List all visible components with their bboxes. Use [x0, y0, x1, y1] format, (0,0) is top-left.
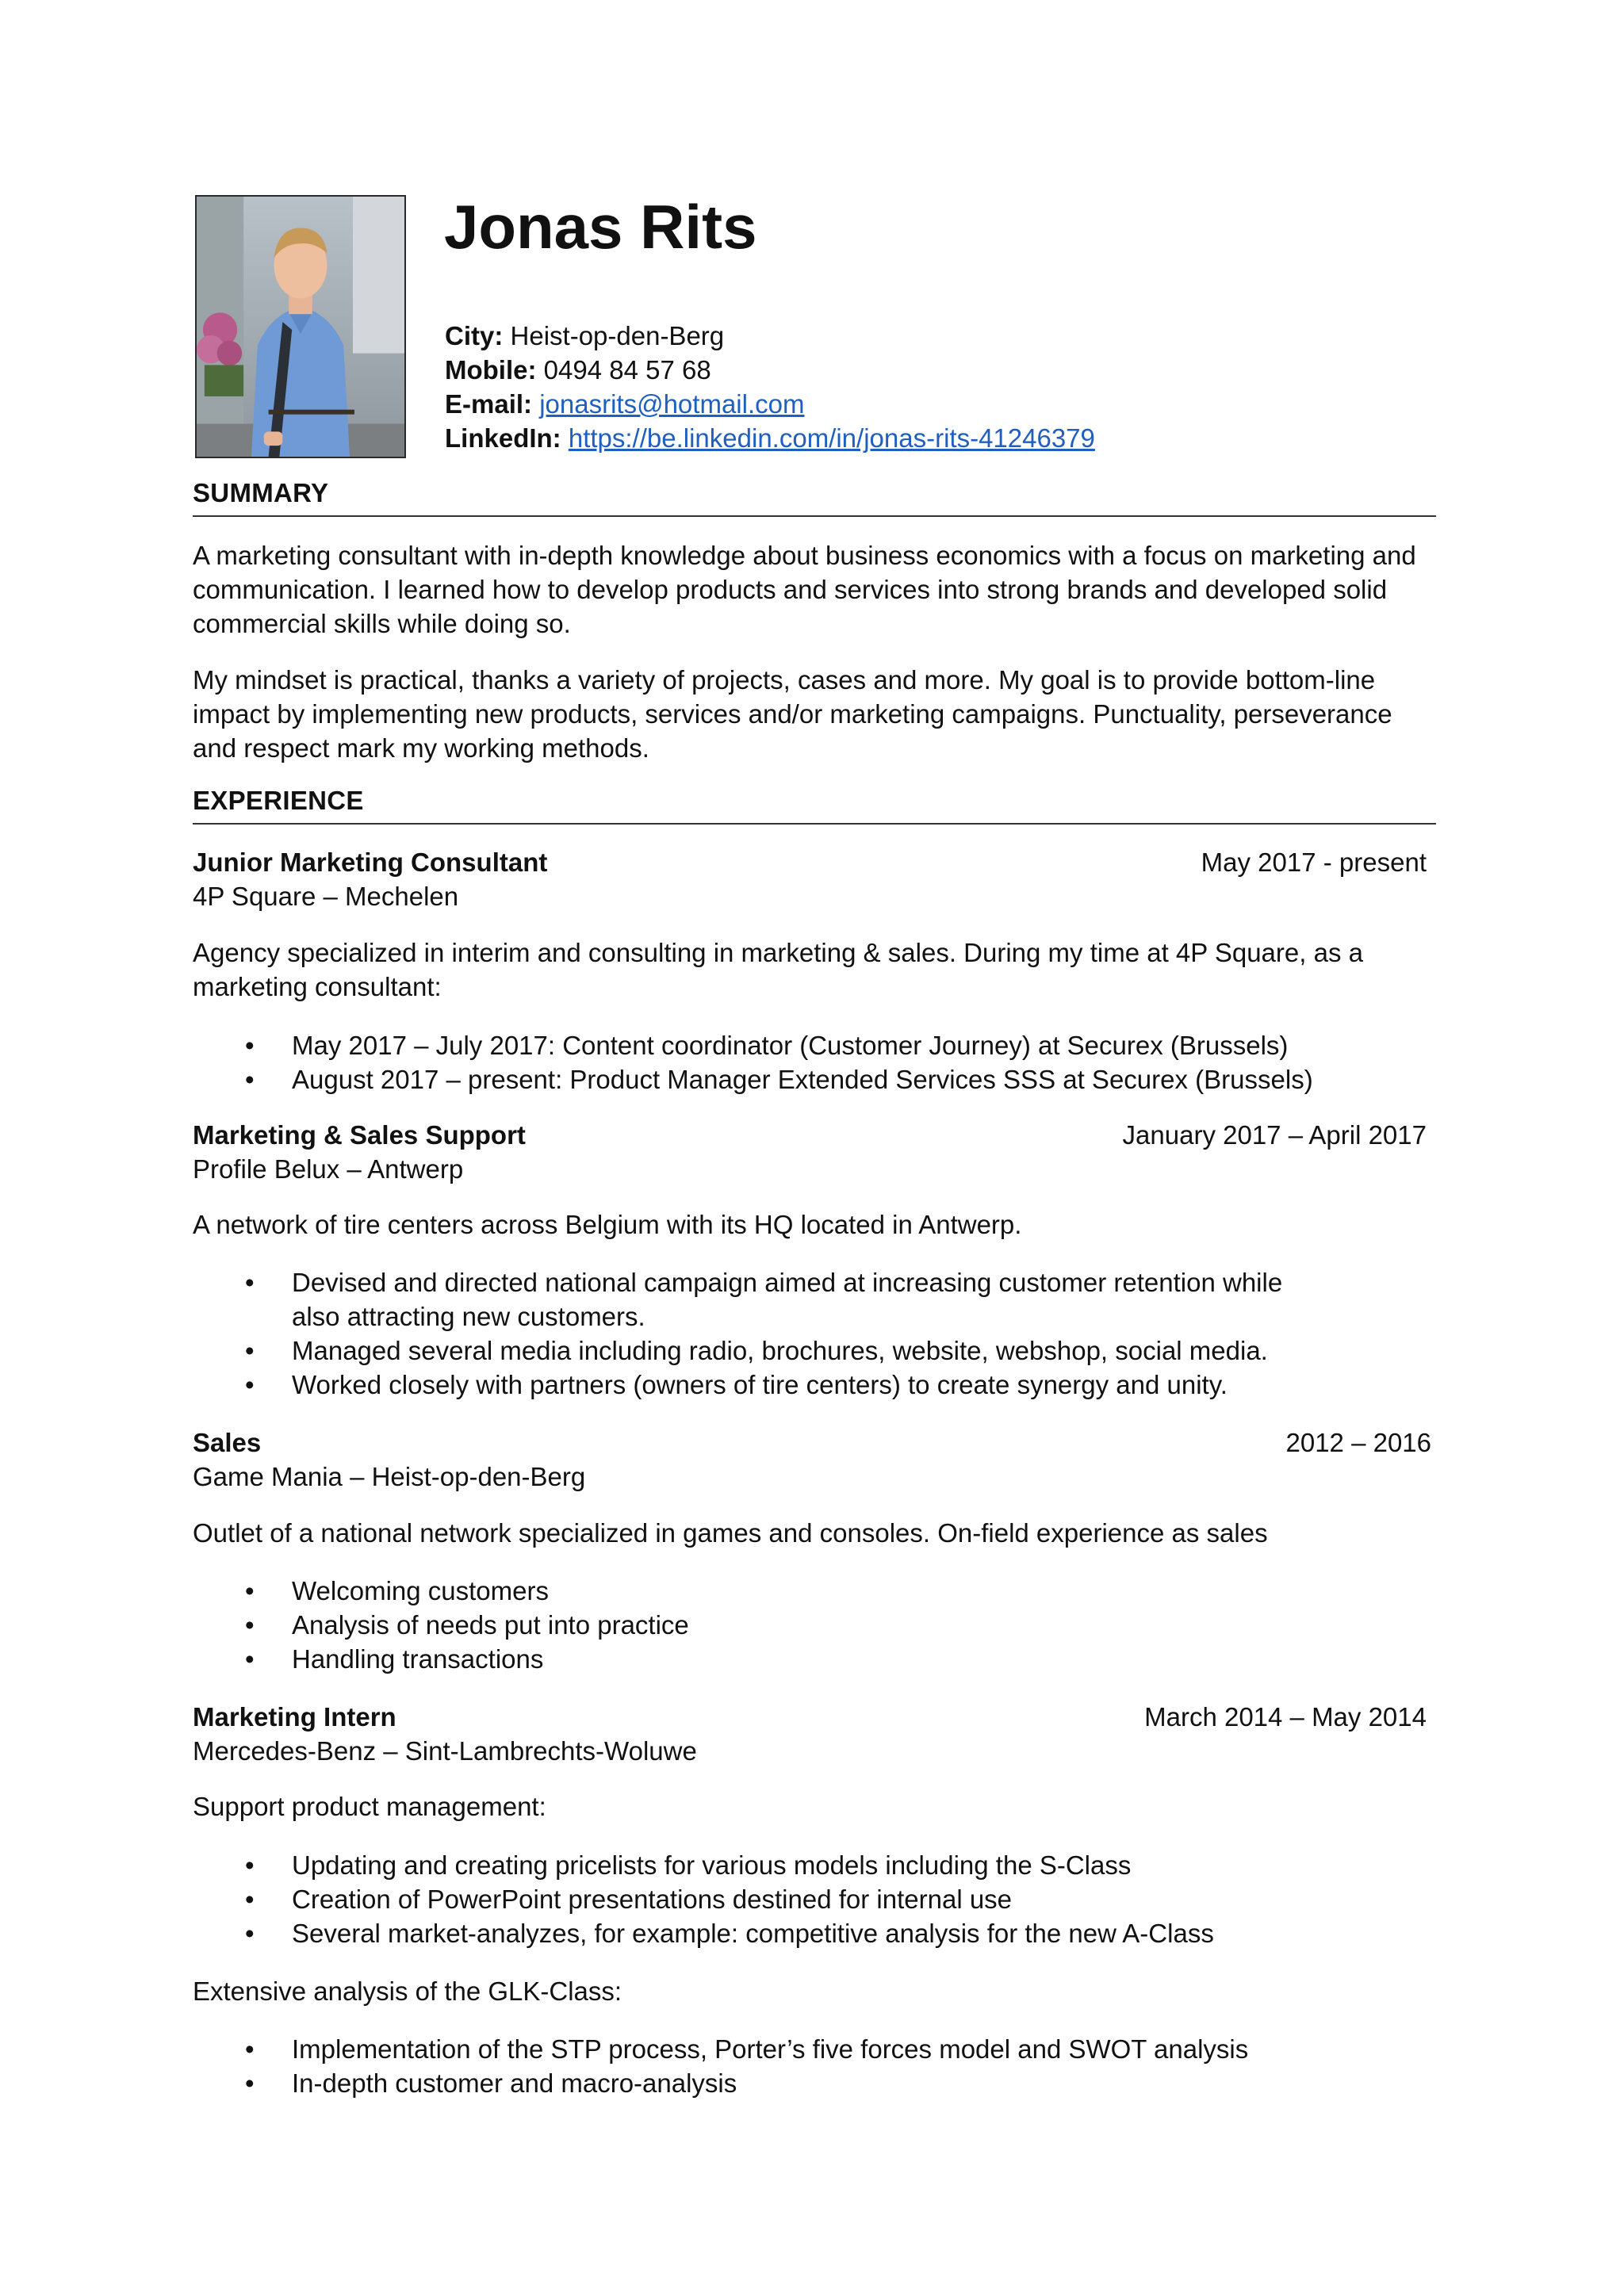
contact-info [445, 319, 1095, 455]
bullet-icon: • [245, 1850, 255, 1880]
list-item [193, 1334, 1438, 1368]
job-company: Game Mania – Heist-op-den-Berg [193, 1462, 586, 1491]
bullet-icon: • [245, 1885, 255, 1914]
bullet-list [193, 1848, 1438, 1950]
job-bullets [193, 2032, 1438, 2100]
list-item-text: Managed several media including radio, brochures, website, webshop, social media. [292, 1336, 1268, 1365]
job-description-text: Extensive analysis of the GLK-Class: [193, 1976, 622, 2006]
job-title: Sales [193, 1428, 262, 1457]
list-item [193, 1028, 1438, 1062]
list-item-text: Welcoming customers [292, 1576, 549, 1605]
bullet-list [193, 1265, 1438, 1402]
mobile-value: 0494 84 57 68 [543, 355, 711, 385]
job-description-text: A network of tire centers across Belgium with its HQ located in Antwerp. [193, 1210, 1022, 1239]
list-item [193, 1642, 1438, 1676]
linkedin-link[interactable]: https://be.linkedin.com/in/jonas-rits-41246379 [568, 423, 1095, 453]
summary-paragraph-2 [193, 663, 1438, 765]
bullet-icon: • [245, 1065, 255, 1094]
summary-paragraph-1 [193, 538, 1438, 641]
list-item-text: Creation of PowerPoint presentations destined for internal use [292, 1885, 1013, 1914]
list-item-text: Implementation of the STP process, Porter’s five forces model and SWOT analysis [292, 2034, 1249, 2064]
job-company: Profile Belux – Antwerp [193, 1154, 464, 1184]
job-header [193, 845, 1427, 879]
job-entry [193, 1425, 1438, 1494]
job-bullets [193, 1848, 1438, 1950]
job-entry [193, 845, 1438, 913]
list-item [193, 1062, 1438, 1096]
email-label: E-mail: [445, 389, 533, 419]
contact-email-row [445, 387, 1095, 421]
contact-mobile-row [445, 353, 1095, 387]
list-item [193, 1848, 1438, 1882]
profile-photo-image [197, 197, 404, 457]
bullet-icon: • [245, 1644, 255, 1674]
bullet-icon: • [245, 1919, 255, 1948]
mobile-label: Mobile: [445, 355, 537, 385]
bullet-icon: • [245, 1370, 255, 1399]
summary-heading: SUMMARY [193, 477, 1436, 517]
city-label: City: [445, 321, 504, 350]
bullet-icon: • [245, 1576, 255, 1605]
job-description [193, 1516, 1438, 1550]
list-item-text: Worked closely with partners (owners of tire centers) to create synergy and unity. [292, 1370, 1228, 1399]
bullet-list [193, 1028, 1438, 1096]
bullet-icon: • [245, 1610, 255, 1640]
job-dates: May 2017 - present [1201, 848, 1427, 877]
job-bullets [193, 1265, 1438, 1402]
contact-city-row [445, 319, 1095, 353]
list-item [193, 2032, 1438, 2066]
list-item-text: In-depth customer and macro-analysis [292, 2068, 737, 2098]
job-title: Marketing Intern [193, 1702, 396, 1732]
bullet-list [193, 1574, 1438, 1676]
job-dates: 2012 – 2016 [1285, 1428, 1431, 1457]
experience-heading: EXPERIENCE [193, 785, 1436, 825]
linkedin-label: LinkedIn: [445, 423, 561, 453]
list-item [193, 1916, 1438, 1950]
bullet-icon: • [245, 2034, 255, 2064]
job-description [193, 1207, 1438, 1242]
bullet-icon: • [245, 1336, 255, 1365]
email-link[interactable]: jonasrits@hotmail.com [539, 389, 805, 419]
list-item-text: May 2017 – July 2017: Content coordinator (Customer Journey) at Securex (Brussels) [292, 1031, 1289, 1060]
job-description-text: Agency specialized in interim and consulting in marketing & sales. During my time at 4P Square, as a marketing consultant: [193, 938, 1363, 1001]
list-item-text: Updating and creating pricelists for various models including the S-Class [292, 1850, 1132, 1880]
city-value: Heist-op-den-Berg [510, 321, 725, 350]
profile-photo [195, 195, 406, 458]
job-header [193, 1425, 1431, 1460]
bullet-icon: • [245, 1031, 255, 1060]
job-company: Mercedes-Benz – Sint-Lambrechts-Woluwe [193, 1736, 697, 1766]
list-item [193, 1574, 1438, 1608]
job-company: 4P Square – Mechelen [193, 882, 459, 911]
list-item [193, 2066, 1438, 2100]
list-item-text: Analysis of needs put into practice [292, 1610, 689, 1640]
job-header [193, 1118, 1427, 1152]
job-description [193, 1789, 1438, 1823]
list-item-text: Handling transactions [292, 1644, 544, 1674]
summary-text: A marketing consultant with in-depth knowledge about business economics with a focus on marketing and communication. I learned how to develop products and services into strong brands and developed solid commercial skills while doing so. [193, 541, 1416, 638]
job-bullets [193, 1028, 1438, 1096]
job-dates: March 2014 – May 2014 [1144, 1702, 1427, 1732]
job-entry [193, 1700, 1438, 1768]
job-description [193, 936, 1438, 1004]
job-title: Marketing & Sales Support [193, 1120, 526, 1150]
list-item [193, 1265, 1438, 1334]
job-title: Junior Marketing Consultant [193, 848, 548, 877]
job-description [193, 1974, 1438, 2008]
job-dates: January 2017 – April 2017 [1122, 1120, 1427, 1150]
contact-linkedin-row [445, 421, 1095, 455]
list-item [193, 1882, 1438, 1916]
job-bullets [193, 1574, 1438, 1676]
bullet-icon: • [245, 2068, 255, 2098]
job-entry [193, 1118, 1438, 1186]
bullet-list [193, 2032, 1438, 2100]
list-item-text: Devised and directed national campaign aimed at increasing customer retention while also attracting new customers. [292, 1268, 1283, 1331]
list-item [193, 1368, 1438, 1402]
list-item [193, 1608, 1438, 1642]
job-header [193, 1700, 1427, 1734]
job-description-text: Support product management: [193, 1792, 546, 1821]
summary-text: My mindset is practical, thanks a variety of projects, cases and more. My goal is to provide bottom-line impact by implementing new products, services and/or marketing campaigns. Punctuality, perseverance and respect mark my working methods. [193, 665, 1392, 763]
list-item-text: Several market-analyzes, for example: competitive analysis for the new A-Class [292, 1919, 1214, 1948]
bullet-icon: • [245, 1268, 255, 1297]
job-description-text: Outlet of a national network specialized in games and consoles. On-field experience as sales [193, 1518, 1268, 1548]
list-item-text: August 2017 – present: Product Manager Extended Services SSS at Securex (Brussels) [292, 1065, 1313, 1094]
candidate-name: Jonas Rits [444, 192, 757, 262]
